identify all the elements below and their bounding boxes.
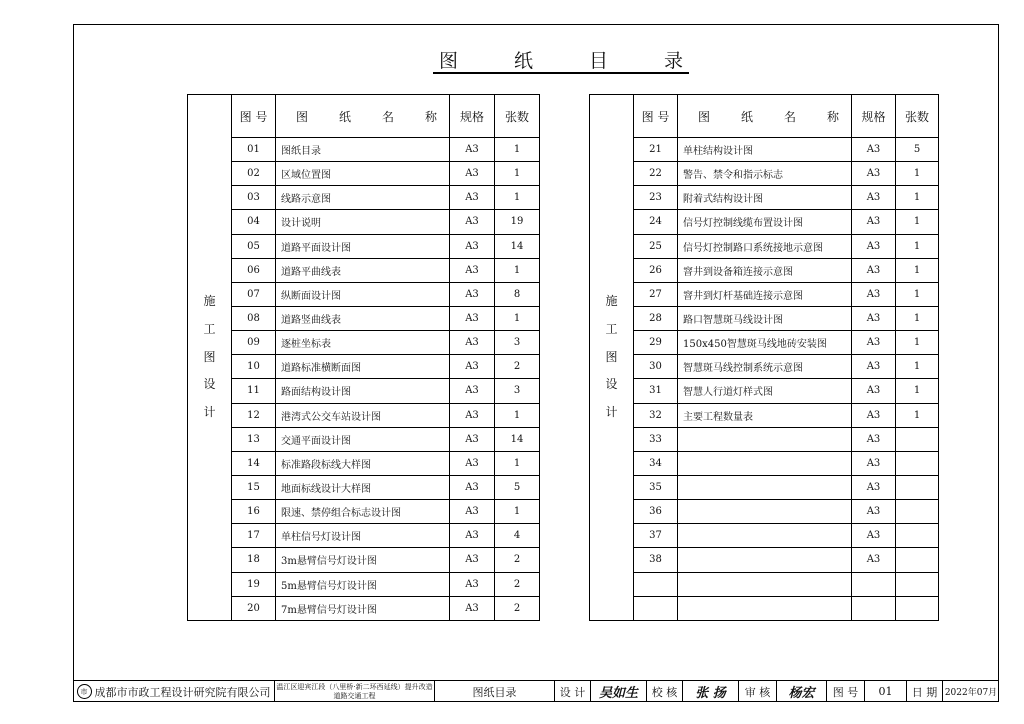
header-number: 图 号 [232,95,276,138]
drawing-name [678,475,852,499]
company-name: 成都市市政工程设计研究院有限公司 [94,685,271,699]
drawing-number: 03 [232,186,276,210]
drawing-number: 30 [634,355,678,379]
drawing-number: 05 [232,234,276,258]
table-row [590,379,939,403]
table-row [188,427,540,451]
drawing-size: A3 [852,548,896,572]
header-name [276,95,450,138]
project-line1: 温江区迎宾江段（八里桥·新二环西延线）提升改造 [276,682,433,691]
drawing-name: 单柱结构设计图 [678,138,852,162]
header-name-char: 图 [296,109,309,124]
drawing-size: A3 [450,403,495,427]
drawing-name: 主要工程数量表 [678,403,852,427]
drawing-size: A3 [852,427,896,451]
table-row [188,355,540,379]
table-row [590,427,939,451]
header-count: 张数 [495,95,540,138]
drawing-number: 23 [634,186,678,210]
table-row [590,500,939,524]
drawing-name [678,572,852,596]
drawing-number: 20 [232,596,276,620]
drawing-number: 18 [232,548,276,572]
table-row [188,234,540,258]
drawing-size: A3 [450,186,495,210]
sheet-count: 1 [896,186,939,210]
drawing-size: A3 [852,379,896,403]
sheet-count: 1 [495,403,540,427]
sheet-count [896,500,939,524]
table-row [188,186,540,210]
table-row [590,234,939,258]
table-row [188,548,540,572]
sheet-count: 19 [495,210,540,234]
sheet-count: 4 [495,524,540,548]
drawing-name [678,596,852,620]
drawing-number: 06 [232,258,276,282]
drawing-number: 12 [232,403,276,427]
sheet-count: 1 [495,451,540,475]
drawing-name [678,500,852,524]
drawing-number: 13 [232,427,276,451]
drawing-name: 纵断面设计图 [276,282,450,306]
sheet-count: 3 [495,331,540,355]
sheet-count: 2 [495,572,540,596]
sheet-count [896,524,939,548]
table-row [188,162,540,186]
company-cell [73,681,275,702]
sheet-count: 14 [495,234,540,258]
header-name-char: 称 [424,109,437,124]
drawing-size: A3 [450,210,495,234]
side-label [590,95,634,621]
header-size: 规格 [852,95,896,138]
drawing-number: 22 [634,162,678,186]
table-row [590,475,939,499]
sheet-count: 1 [495,138,540,162]
table-row [188,403,540,427]
sheet-count: 8 [495,282,540,306]
drawing-name [678,524,852,548]
sheet-count: 2 [495,355,540,379]
drawing-size: A3 [450,427,495,451]
drawing-number: 04 [232,210,276,234]
header-name-char: 纸 [338,109,351,124]
header-count: 张数 [896,95,939,138]
side-label [188,95,232,621]
drawing-name: 道路平面设计图 [276,234,450,258]
drawing-size: A3 [852,524,896,548]
drawing-name [678,548,852,572]
sheet-count: 1 [495,258,540,282]
drawing-size: A3 [852,403,896,427]
drawing-number: 09 [232,331,276,355]
drawing-size: A3 [450,596,495,620]
drawing-size: A3 [852,234,896,258]
sheet-number: 01 [865,681,907,702]
drawing-size: A3 [852,186,896,210]
drawing-number: 24 [634,210,678,234]
drawing-size: A3 [852,162,896,186]
drawing-size: A3 [450,572,495,596]
sheet-count: 1 [896,234,939,258]
sheet-count: 1 [495,162,540,186]
sheet-count: 14 [495,427,540,451]
drawing-number: 28 [634,306,678,330]
sheet-count [896,548,939,572]
drawing-size: A3 [852,355,896,379]
table-row [590,306,939,330]
header-name-char: 纸 [740,109,753,124]
title-block [73,680,999,702]
sheet-count: 1 [896,282,939,306]
project-cell [275,681,435,702]
drawing-number: 35 [634,475,678,499]
sheet-count: 1 [896,258,939,282]
side-label-char: 图 [605,349,618,364]
drawing-name: 5m悬臂信号灯设计图 [276,572,450,596]
drawing-name: 港湾式公交车站设计图 [276,403,450,427]
drawing-size: A3 [450,138,495,162]
drawing-number [634,596,678,620]
table-row [188,524,540,548]
drawing-name: 道路标准横断面图 [276,355,450,379]
drawing-number: 27 [634,282,678,306]
drawing-size: A3 [852,500,896,524]
drawing-number: 08 [232,306,276,330]
drawing-name: 地面标线设计大样图 [276,475,450,499]
drawing-number: 32 [634,403,678,427]
drawing-name: 窨井到灯杆基础连接示意图 [678,282,852,306]
drawing-number: 02 [232,162,276,186]
check-label: 校 核 [647,681,683,702]
side-label-char: 工 [203,322,216,337]
sheet-count [896,451,939,475]
sheet-count: 1 [896,306,939,330]
drawing-name: 信号灯控制路口系统接地示意图 [678,234,852,258]
drawing-size [852,596,896,620]
drawing-name: 警告、禁令和指示标志 [678,162,852,186]
table-row [590,258,939,282]
drawing-list-table-left [187,94,540,621]
drawing-size: A3 [852,306,896,330]
date-label: 日 期 [907,681,943,702]
drawing-number: 11 [232,379,276,403]
sheet-count: 1 [495,306,540,330]
drawing-size: A3 [450,524,495,548]
drawing-name: 线路示意图 [276,186,450,210]
project-line2: 道路交通工程 [333,691,376,700]
table-row [188,500,540,524]
drawing-name: 智慧斑马线控制系统示意图 [678,355,852,379]
drawing-number: 10 [232,355,276,379]
drawing-size: A3 [450,258,495,282]
drawing-size: A3 [450,355,495,379]
drawing-name: 单柱信号灯设计图 [276,524,450,548]
sheet-count: 3 [495,379,540,403]
side-label-char: 图 [203,349,216,364]
drawing-number [634,572,678,596]
table-row [188,258,540,282]
table-row [188,331,540,355]
drawing-size: A3 [450,451,495,475]
drawing-number: 07 [232,282,276,306]
drawing-number: 29 [634,331,678,355]
table-row [188,572,540,596]
drawing-size: A3 [450,234,495,258]
table-row [590,451,939,475]
drawing-size: A3 [450,379,495,403]
sheet-count [896,596,939,620]
drawing-size [852,572,896,596]
date-value: 2022年07月 [944,688,998,698]
drawing-size: A3 [852,475,896,499]
sheet-count: 1 [896,162,939,186]
drawing-size: A3 [450,162,495,186]
sheet-count [896,475,939,499]
table-row [188,282,540,306]
drawing-size: A3 [852,138,896,162]
drawing-name: 150x450智慧斑马线地砖安装图 [678,331,852,355]
table-row [188,306,540,330]
drawing-size: A3 [450,475,495,499]
title-char: 图 [439,49,459,72]
table-row [590,331,939,355]
sheet-count: 1 [495,186,540,210]
drawing-name: 7m悬臂信号灯设计图 [276,596,450,620]
table-row [590,548,939,572]
side-label-char: 施 [605,294,618,309]
drawing-name: 路口智慧斑马线设计图 [678,306,852,330]
drawing-size: A3 [450,282,495,306]
drawing-name: 信号灯控制线缆布置设计图 [678,210,852,234]
header-name-char: 名 [381,109,394,124]
table-row [188,475,540,499]
table-row [590,210,939,234]
drawing-number: 31 [634,379,678,403]
table-row [590,355,939,379]
drawing-name: 附着式结构设计图 [678,186,852,210]
header-size: 规格 [450,95,495,138]
drawing-name: 逐桩坐标表 [276,331,450,355]
drawing-size: A3 [852,331,896,355]
drawing-name: 道路平曲线表 [276,258,450,282]
drawing-number: 34 [634,451,678,475]
drawing-name: 区域位置图 [276,162,450,186]
table-row [590,162,939,186]
table-row [188,138,540,162]
drawing-size: A3 [852,258,896,282]
table-row [590,572,939,596]
sheet-label: 图 号 [827,681,865,702]
drawing-name: 设计说明 [276,210,450,234]
title-char: 目 [588,49,608,72]
drawing-size: A3 [450,500,495,524]
sheet-count: 2 [495,596,540,620]
sheet-count [896,427,939,451]
drawing-name: 图纸目录 [276,138,450,162]
table-row [590,596,939,620]
side-label-char: 施 [203,294,216,309]
table-row [188,451,540,475]
check-signature: 张 扬 [683,681,739,702]
table-row [590,138,939,162]
drawing-number: 33 [634,427,678,451]
drawing-name: 窨井到设备箱连接示意图 [678,258,852,282]
side-label-char: 设 [203,377,216,392]
page-title [433,46,689,74]
drawing-number: 01 [232,138,276,162]
sheet-count: 1 [896,379,939,403]
sheet-count: 5 [896,138,939,162]
sheet-count: 1 [896,403,939,427]
side-label-char: 计 [203,404,216,419]
drawing-size: A3 [450,331,495,355]
table-row [590,282,939,306]
drawing-number: 37 [634,524,678,548]
drawing-number: 38 [634,548,678,572]
header-number: 图 号 [634,95,678,138]
sheet-count [896,572,939,596]
drawing-name: 智慧人行道灯样式图 [678,379,852,403]
drawing-name: 限速、禁停组合标志设计图 [276,500,450,524]
header-name [678,95,852,138]
drawing-number: 21 [634,138,678,162]
header-name-char: 图 [698,109,711,124]
drawing-size: A3 [852,451,896,475]
drawing-number: 17 [232,524,276,548]
drawing-size: A3 [852,282,896,306]
sheet-count: 1 [896,355,939,379]
drawing-name: 3m悬臂信号灯设计图 [276,548,450,572]
sheet-count: 5 [495,475,540,499]
drawing-size: A3 [450,306,495,330]
sheet-count: 2 [495,548,540,572]
sheet-count: 1 [896,210,939,234]
title-char: 录 [663,49,683,72]
table-row [188,379,540,403]
review-label: 审 核 [739,681,777,702]
sheet-count: 1 [896,331,939,355]
table-row [188,210,540,234]
drawing-name: 图纸目录 [435,681,555,702]
drawing-number: 14 [232,451,276,475]
drawing-size: A3 [852,210,896,234]
design-signature: 吴如生 [591,681,647,702]
drawing-name [678,451,852,475]
drawing-number: 26 [634,258,678,282]
drawing-list-table-right [589,94,939,621]
table-row [590,403,939,427]
drawing-name: 路面结构设计图 [276,379,450,403]
header-name-char: 称 [826,109,839,124]
table-row [188,596,540,620]
side-label-char: 设 [605,377,618,392]
title-char: 纸 [513,49,533,72]
sheet-count: 1 [495,500,540,524]
company-logo-icon: 市 [77,684,92,699]
table-row [590,186,939,210]
side-label-char: 计 [605,404,618,419]
side-label-char: 工 [605,322,618,337]
drawing-name: 道路竖曲线表 [276,306,450,330]
drawing-number: 16 [232,500,276,524]
design-label: 设 计 [555,681,591,702]
drawing-number: 25 [634,234,678,258]
drawing-name: 标准路段标线大样图 [276,451,450,475]
drawing-number: 36 [634,500,678,524]
drawing-number: 15 [232,475,276,499]
review-signature: 杨宏 [777,681,827,702]
header-name-char: 名 [783,109,796,124]
drawing-name: 交通平面设计图 [276,427,450,451]
drawing-size: A3 [450,548,495,572]
table-row [590,524,939,548]
drawing-number: 19 [232,572,276,596]
drawing-name [678,427,852,451]
